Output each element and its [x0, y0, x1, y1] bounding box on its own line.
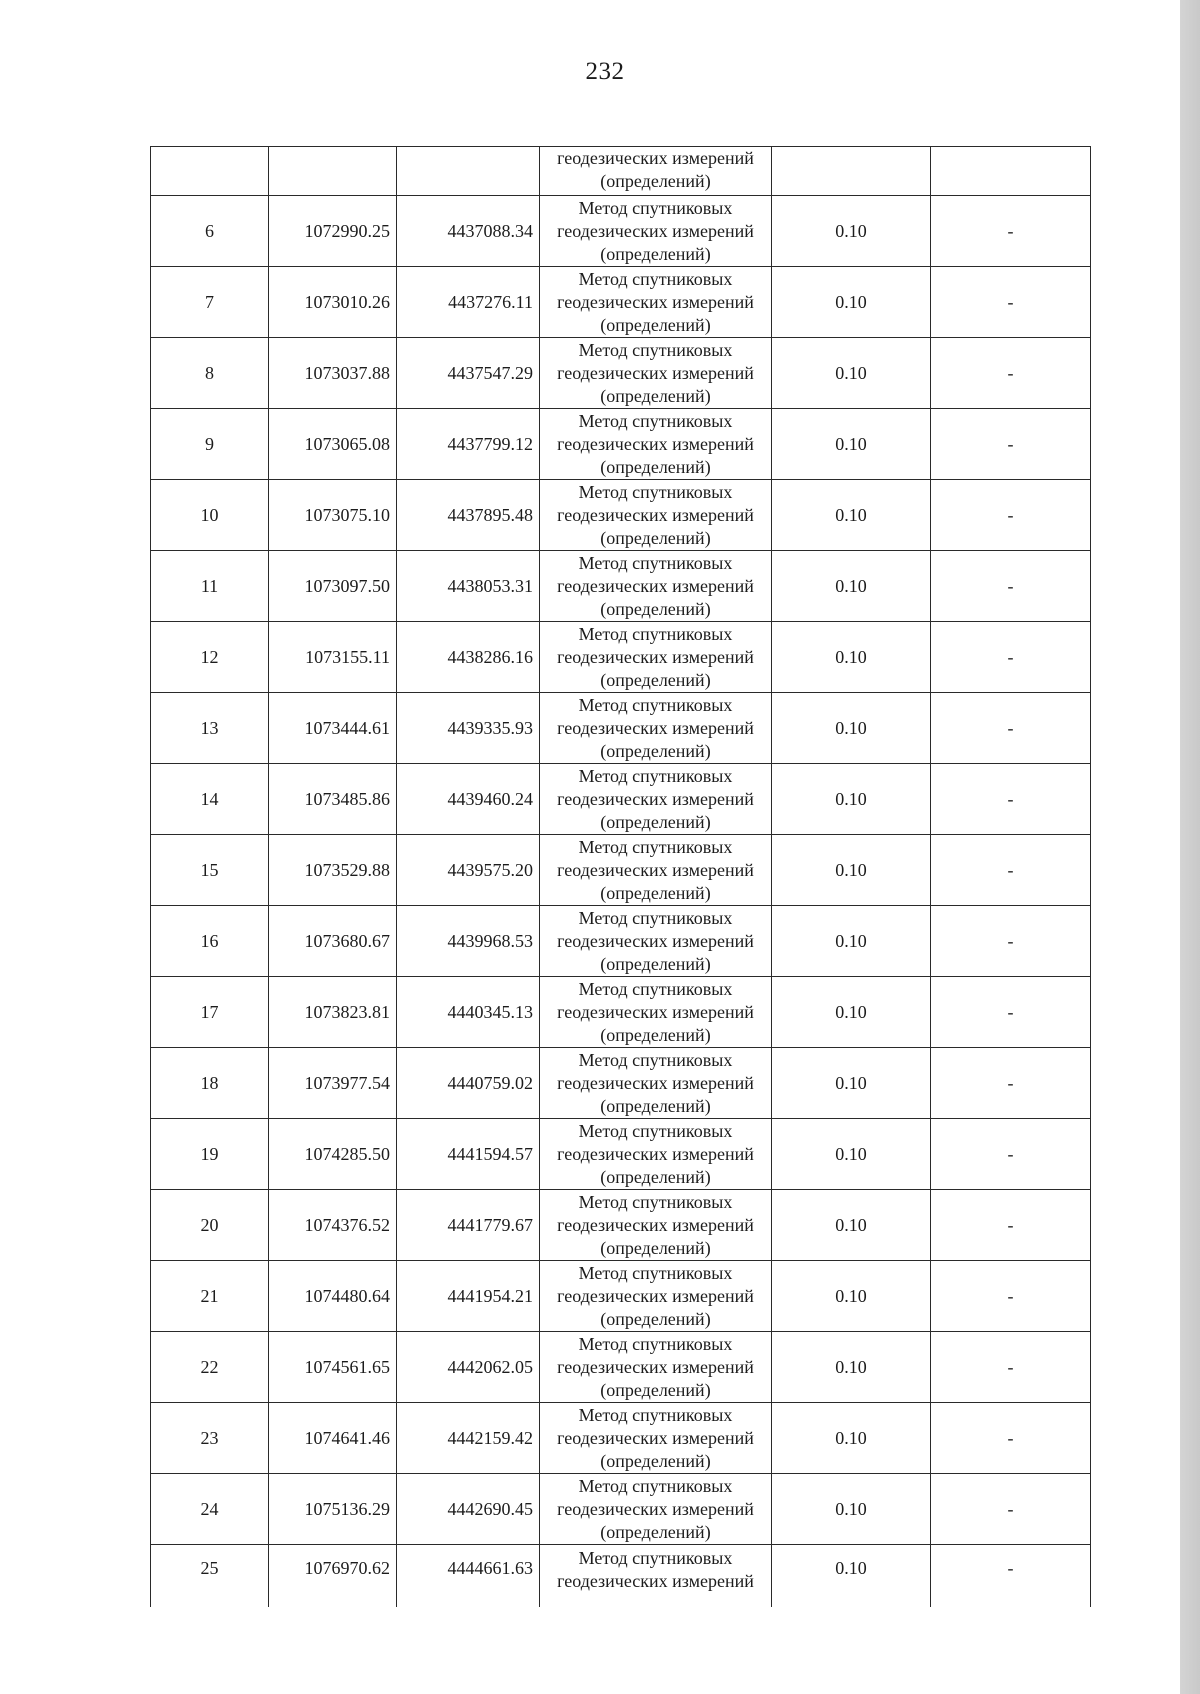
- cell-precision: 0.10: [772, 1190, 931, 1261]
- cell-number: 8: [151, 338, 269, 409]
- table-row: [151, 764, 1091, 835]
- table-row: [151, 622, 1091, 693]
- cell-x: 1074480.64: [269, 1261, 397, 1332]
- cell-method: [540, 764, 772, 835]
- page-number: 232: [585, 58, 625, 85]
- method-line: (определений): [600, 1237, 711, 1258]
- table-row: [151, 1190, 1091, 1261]
- method-line: (определений): [600, 1166, 711, 1187]
- cell-x: 1073037.88: [269, 338, 397, 409]
- method-line: (определений): [600, 953, 711, 974]
- cell-method: [540, 1474, 772, 1545]
- cell-method: [540, 1261, 772, 1332]
- cell-number: 11: [151, 551, 269, 622]
- cell-note: -: [931, 196, 1091, 267]
- method-line: (определений): [600, 669, 711, 690]
- cell-number: 24: [151, 1474, 269, 1545]
- method-line: геодезических измерений: [557, 575, 754, 596]
- cell-number: [151, 147, 269, 196]
- cell-precision: 0.10: [772, 551, 931, 622]
- table-row: [151, 1332, 1091, 1403]
- method-line: геодезических измерений: [557, 1001, 754, 1022]
- scan-page-edge: [1180, 0, 1200, 1694]
- method-line: геодезических измерений: [557, 717, 754, 738]
- cell-number: 7: [151, 267, 269, 338]
- method-line: Метод спутниковых: [578, 552, 733, 573]
- method-line: геодезических измерений: [557, 220, 754, 241]
- method-line: (определений): [600, 740, 711, 761]
- method-line: Метод спутниковых: [578, 1120, 733, 1141]
- cell-method: [540, 1190, 772, 1261]
- coordinates-table: [150, 146, 1091, 1607]
- method-line: геодезических измерений: [557, 362, 754, 383]
- method-line: Метод спутниковых: [578, 1404, 733, 1425]
- method-line: (определений): [600, 1308, 711, 1329]
- cell-note: -: [931, 1261, 1091, 1332]
- method-line: геодезических измерений: [557, 1571, 754, 1591]
- cell-precision: 0.10: [772, 977, 931, 1048]
- cell-y: 4439460.24: [397, 764, 540, 835]
- method-line: (определений): [600, 1521, 711, 1542]
- method-line: (определений): [600, 314, 711, 335]
- method-line: (определений): [600, 1095, 711, 1116]
- method-line: (определений): [600, 882, 711, 903]
- method-line: (определений): [600, 811, 711, 832]
- table-row: [151, 338, 1091, 409]
- method-line: (определений): [600, 456, 711, 477]
- cell-y: 4444661.63: [397, 1545, 540, 1608]
- cell-method: [540, 1048, 772, 1119]
- method-line: Метод спутниковых: [578, 978, 733, 999]
- cell-x: 1074285.50: [269, 1119, 397, 1190]
- cell-note: -: [931, 338, 1091, 409]
- table-row: [151, 196, 1091, 267]
- cell-y: 4437895.48: [397, 480, 540, 551]
- cell-x: 1073065.08: [269, 409, 397, 480]
- table-row: [151, 1119, 1091, 1190]
- cell-precision: 0.10: [772, 1119, 931, 1190]
- method-line: Метод спутниковых: [578, 694, 733, 715]
- cell-precision: 0.10: [772, 906, 931, 977]
- cell-precision: 0.10: [772, 693, 931, 764]
- cell-precision: 0.10: [772, 1545, 931, 1608]
- method-line: геодезических измерений: [557, 1498, 754, 1519]
- table-row: [151, 1545, 1091, 1608]
- cell-precision: 0.10: [772, 338, 931, 409]
- cell-precision: [772, 147, 931, 196]
- cell-method: [540, 977, 772, 1048]
- cell-precision: 0.10: [772, 267, 931, 338]
- cell-x: 1073680.67: [269, 906, 397, 977]
- coordinates-table-body: [151, 147, 1091, 1608]
- method-line: Метод спутниковых: [578, 1191, 733, 1212]
- cell-method: [540, 409, 772, 480]
- cell-note: -: [931, 1048, 1091, 1119]
- method-line: Метод спутниковых: [578, 1475, 733, 1496]
- cell-y: 4442690.45: [397, 1474, 540, 1545]
- method-line: (определений): [600, 385, 711, 406]
- cell-precision: 0.10: [772, 1474, 931, 1545]
- method-line: геодезических измерений: [557, 859, 754, 880]
- cell-note: -: [931, 267, 1091, 338]
- cell-method: [540, 267, 772, 338]
- cell-method: [540, 1119, 772, 1190]
- method-line: Метод спутниковых: [578, 623, 733, 644]
- table-row: [151, 1403, 1091, 1474]
- cell-note: -: [931, 1119, 1091, 1190]
- cell-precision: 0.10: [772, 1403, 931, 1474]
- table-row: [151, 267, 1091, 338]
- method-line: геодезических измерений: [557, 433, 754, 454]
- method-line: Метод спутниковых: [578, 339, 733, 360]
- cell-x: 1073529.88: [269, 835, 397, 906]
- table-row: [151, 1261, 1091, 1332]
- cell-number: 20: [151, 1190, 269, 1261]
- cell-note: -: [931, 1403, 1091, 1474]
- method-line: геодезических измерений: [557, 646, 754, 667]
- cell-method: [540, 1403, 772, 1474]
- cell-number: 13: [151, 693, 269, 764]
- cell-y: 4441594.57: [397, 1119, 540, 1190]
- cell-y: 4442159.42: [397, 1403, 540, 1474]
- cell-number: 14: [151, 764, 269, 835]
- cell-note: -: [931, 622, 1091, 693]
- method-line: геодезических измерений: [557, 930, 754, 951]
- cell-number: 18: [151, 1048, 269, 1119]
- cell-y: 4441779.67: [397, 1190, 540, 1261]
- cell-x: [269, 147, 397, 196]
- cell-y: 4442062.05: [397, 1332, 540, 1403]
- cell-note: -: [931, 977, 1091, 1048]
- method-line: Метод спутниковых: [578, 836, 733, 857]
- cell-y: [397, 147, 540, 196]
- cell-method: [540, 1332, 772, 1403]
- method-line: Метод спутниковых: [578, 1262, 733, 1283]
- method-line: Метод спутниковых: [578, 1333, 733, 1354]
- cell-x: 1076970.62: [269, 1545, 397, 1608]
- cell-note: -: [931, 693, 1091, 764]
- method-line: Метод спутниковых: [578, 268, 733, 289]
- cell-note: -: [931, 1190, 1091, 1261]
- cell-x: 1073010.26: [269, 267, 397, 338]
- method-line: Метод спутниковых: [578, 1548, 733, 1568]
- cell-number: 6: [151, 196, 269, 267]
- table-row: [151, 693, 1091, 764]
- table-row: [151, 1048, 1091, 1119]
- cell-note: -: [931, 1332, 1091, 1403]
- method-line: геодезических измерений: [557, 1214, 754, 1235]
- cell-y: 4437799.12: [397, 409, 540, 480]
- cell-method: [540, 147, 772, 196]
- cell-precision: 0.10: [772, 480, 931, 551]
- cell-note: -: [931, 1474, 1091, 1545]
- method-line: Метод спутниковых: [578, 765, 733, 786]
- cell-note: -: [931, 409, 1091, 480]
- cell-number: 21: [151, 1261, 269, 1332]
- cell-note: -: [931, 551, 1091, 622]
- table-row: [151, 551, 1091, 622]
- cell-method: [540, 693, 772, 764]
- cell-method: [540, 1545, 772, 1608]
- cell-note: -: [931, 764, 1091, 835]
- cell-y: 4439575.20: [397, 835, 540, 906]
- cell-x: 1073823.81: [269, 977, 397, 1048]
- cell-number: 9: [151, 409, 269, 480]
- cell-method: [540, 196, 772, 267]
- cell-x: 1075136.29: [269, 1474, 397, 1545]
- method-line: геодезических измерений: [557, 291, 754, 312]
- table-row: [151, 977, 1091, 1048]
- cell-note: -: [931, 1545, 1091, 1608]
- table-row: [151, 1474, 1091, 1545]
- cell-number: 17: [151, 977, 269, 1048]
- method-line: (определений): [600, 1450, 711, 1471]
- cell-method: [540, 551, 772, 622]
- method-line: (определений): [600, 171, 711, 191]
- cell-note: -: [931, 835, 1091, 906]
- cell-y: 4438286.16: [397, 622, 540, 693]
- method-line: геодезических измерений: [557, 1143, 754, 1164]
- table-row: [151, 480, 1091, 551]
- cell-x: 1073075.10: [269, 480, 397, 551]
- cell-precision: 0.10: [772, 1048, 931, 1119]
- method-line: (определений): [600, 243, 711, 264]
- cell-y: 4439968.53: [397, 906, 540, 977]
- cell-method: [540, 338, 772, 409]
- cell-x: 1073977.54: [269, 1048, 397, 1119]
- cell-x: 1074561.65: [269, 1332, 397, 1403]
- method-line: (определений): [600, 598, 711, 619]
- cell-precision: 0.10: [772, 196, 931, 267]
- cell-y: 4440345.13: [397, 977, 540, 1048]
- cell-y: 4440759.02: [397, 1048, 540, 1119]
- method-line: геодезических измерений: [557, 1285, 754, 1306]
- cell-number: 12: [151, 622, 269, 693]
- cell-precision: 0.10: [772, 835, 931, 906]
- cell-y: 4437276.11: [397, 267, 540, 338]
- cell-number: 23: [151, 1403, 269, 1474]
- method-line: геодезических измерений: [557, 504, 754, 525]
- method-line: Метод спутниковых: [578, 197, 733, 218]
- cell-y: 4439335.93: [397, 693, 540, 764]
- cell-method: [540, 835, 772, 906]
- cell-number: 22: [151, 1332, 269, 1403]
- cell-method: [540, 906, 772, 977]
- cell-y: 4437547.29: [397, 338, 540, 409]
- cell-note: -: [931, 480, 1091, 551]
- cell-number: 16: [151, 906, 269, 977]
- cell-precision: 0.10: [772, 1332, 931, 1403]
- cell-x: 1073155.11: [269, 622, 397, 693]
- method-line: геодезических измерений: [557, 1072, 754, 1093]
- cell-y: 4441954.21: [397, 1261, 540, 1332]
- table-row: [151, 835, 1091, 906]
- method-line: геодезических измерений: [557, 788, 754, 809]
- method-line: геодезических измерений: [557, 1427, 754, 1448]
- cell-number: 15: [151, 835, 269, 906]
- cell-precision: 0.10: [772, 764, 931, 835]
- method-line: (определений): [600, 1379, 711, 1400]
- table-row-continuation: [151, 147, 1091, 196]
- cell-precision: 0.10: [772, 1261, 931, 1332]
- cell-x: 1073097.50: [269, 551, 397, 622]
- method-line: геодезических измерений: [557, 148, 754, 168]
- method-line: Метод спутниковых: [578, 410, 733, 431]
- cell-y: 4438053.31: [397, 551, 540, 622]
- cell-number: 10: [151, 480, 269, 551]
- method-line: Метод спутниковых: [578, 481, 733, 502]
- cell-y: 4437088.34: [397, 196, 540, 267]
- table-row: [151, 409, 1091, 480]
- cell-x: 1072990.25: [269, 196, 397, 267]
- cell-number: 19: [151, 1119, 269, 1190]
- cell-precision: 0.10: [772, 622, 931, 693]
- method-line: (определений): [600, 1024, 711, 1045]
- cell-note: [931, 147, 1091, 196]
- method-line: (определений): [600, 527, 711, 548]
- cell-method: [540, 622, 772, 693]
- cell-x: 1074641.46: [269, 1403, 397, 1474]
- method-line: Метод спутниковых: [578, 907, 733, 928]
- cell-x: 1074376.52: [269, 1190, 397, 1261]
- method-line: геодезических измерений: [557, 1356, 754, 1377]
- cell-x: 1073485.86: [269, 764, 397, 835]
- cell-note: -: [931, 906, 1091, 977]
- cell-precision: 0.10: [772, 409, 931, 480]
- method-line: Метод спутниковых: [578, 1049, 733, 1070]
- cell-number: 25: [151, 1545, 269, 1608]
- cell-method: [540, 480, 772, 551]
- cell-x: 1073444.61: [269, 693, 397, 764]
- table-row: [151, 906, 1091, 977]
